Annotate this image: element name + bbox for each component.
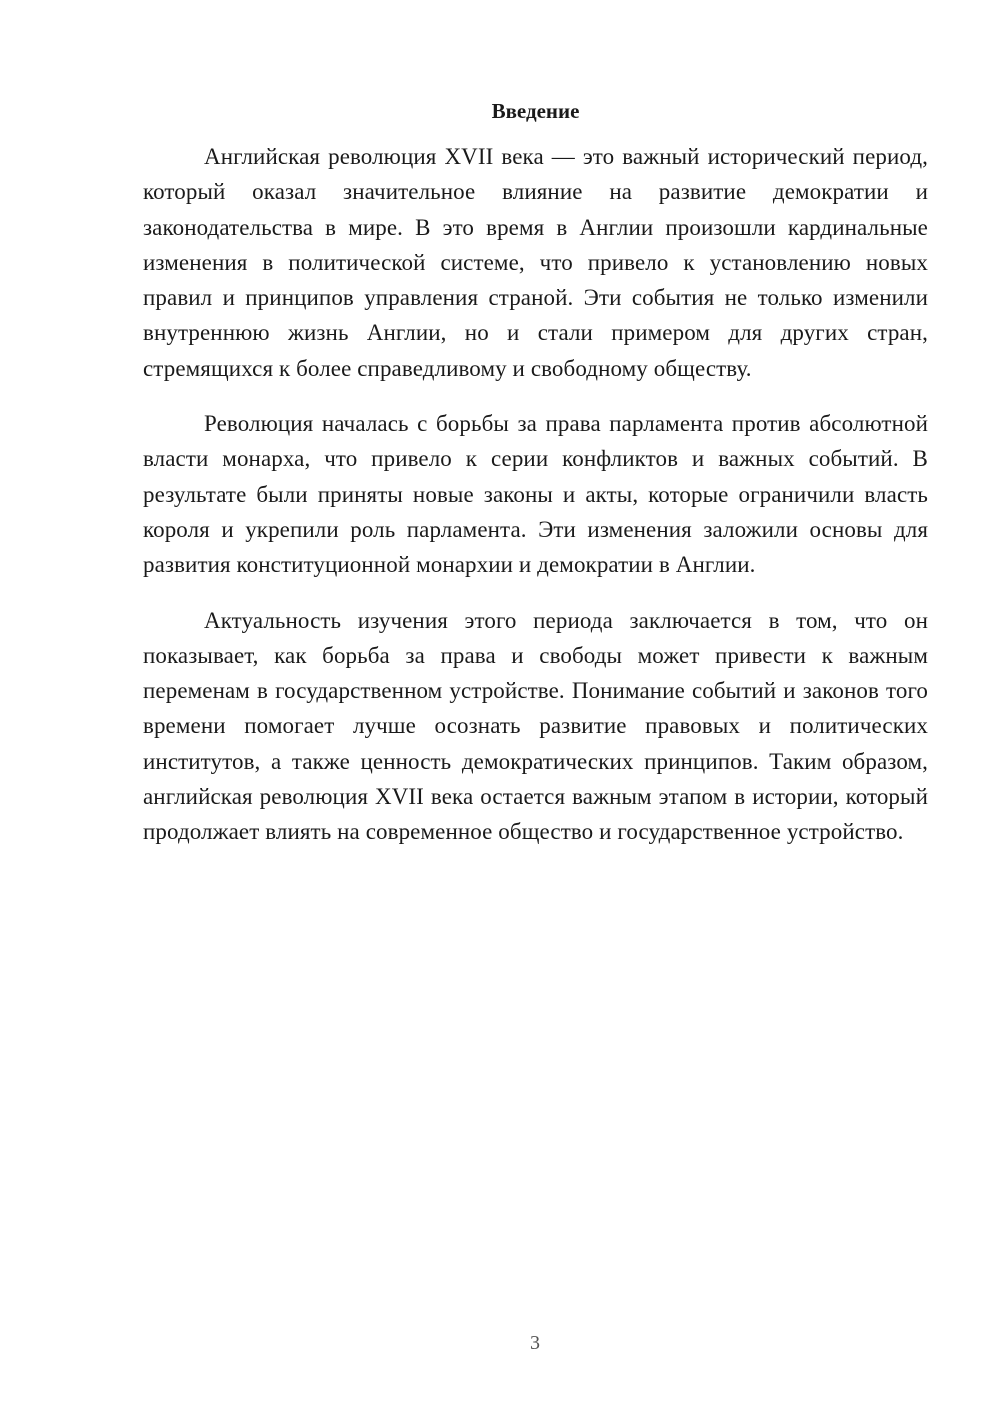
paragraph-2: Революция началась с борьбы за права парламента против абсолютной власти монарха, что привело к серии конфликтов и важных событий. В результате были приняты новые законы и акты, которые ограничили власть короля и укрепили роль парламента. Эти изменения заложили основы для развития конституционной монархии и демократии в Англии. [143, 411, 928, 578]
page-number: 3 [530, 1332, 540, 1354]
paragraph-1: Английская революция XVII века — это важный исторический период, который оказал значительное влияние на развитие демократии и законодательства в мире. В это время в Англии произошли кардинальные изменения в политической системе, что привело к установлению новых правил и принципов управления страной. Эти события не только изменили внутреннюю жизнь Англии, но и стали примером для других стран, стремящихся к более справедливому и свободному обществу. [143, 144, 928, 381]
section-heading: Введение [491, 99, 580, 123]
page-content [143, 96, 928, 870]
paragraph-3: Актуальность изучения этого периода заключается в том, что он показывает, как борьба за права и свободы может привести к важным переменам в государственном устройстве. Понимание событий и законов того времени помогает лучше осознать развитие правовых и политических институтов, а также ценность демократических принципов. Таким образом, английская революция XVII века остается важным этапом в истории, который продолжает влиять на современное общество и государственное устройство. [143, 607, 928, 845]
